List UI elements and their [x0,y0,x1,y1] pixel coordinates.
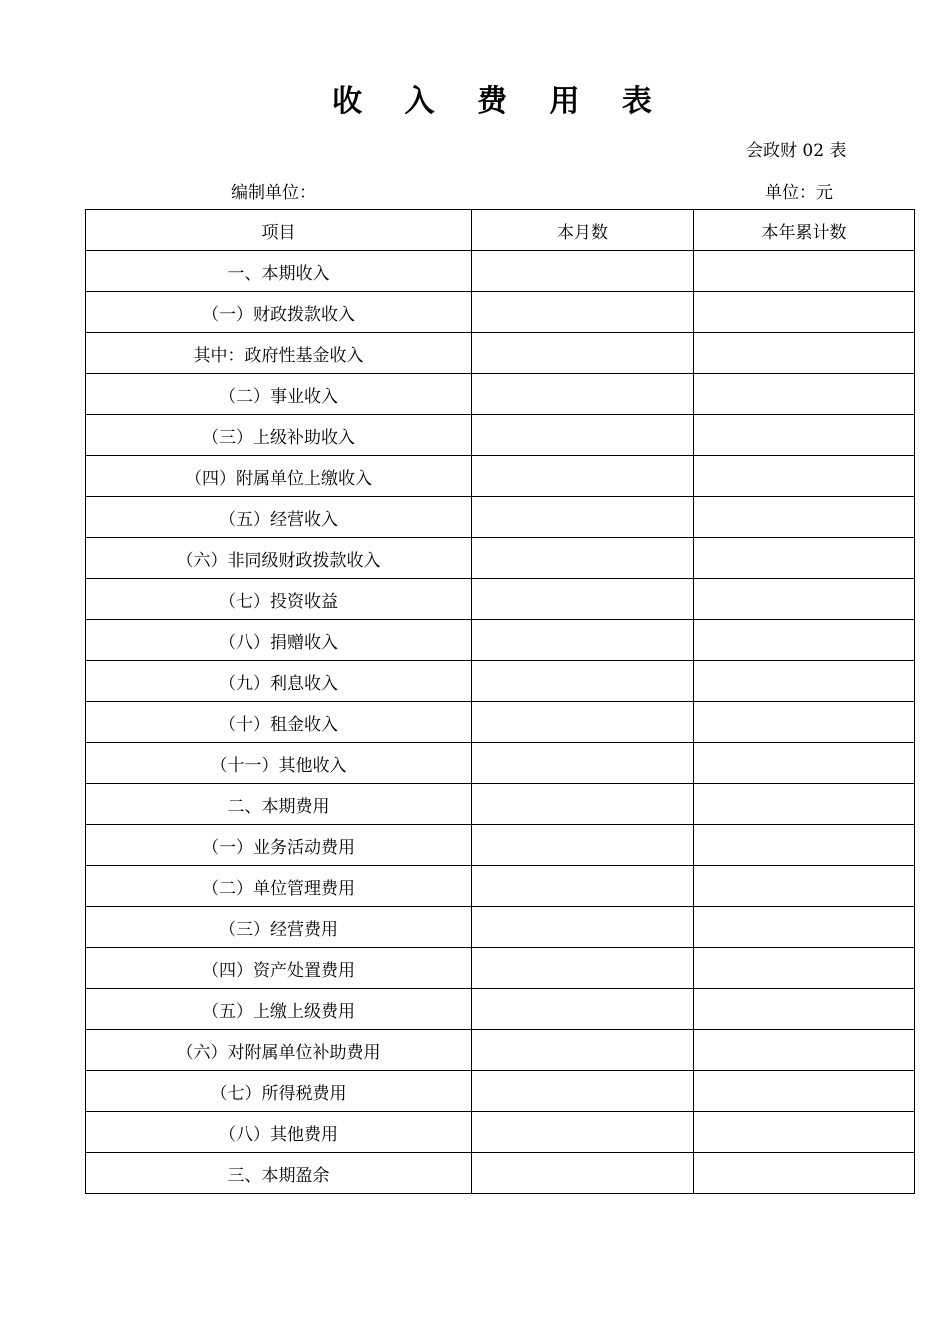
row-year-to-date-value [694,743,915,784]
table-row [86,620,915,661]
row-year-to-date-value [694,825,915,866]
row-current-month-value [472,497,694,538]
row-year-to-date-value [694,702,915,743]
row-item-label: （三）经营费用 [86,907,472,948]
row-current-month-value [472,415,694,456]
row-current-month-value [472,1071,694,1112]
row-year-to-date-value [694,989,915,1030]
row-year-to-date-value [694,456,915,497]
table-row [86,251,915,292]
row-current-month-value [472,251,694,292]
row-year-to-date-value [694,374,915,415]
row-current-month-value [472,620,694,661]
table-row [86,374,915,415]
table-row [86,538,915,579]
row-year-to-date-value [694,538,915,579]
row-current-month-value [472,538,694,579]
column-header-year-to-date: 本年累计数 [694,210,915,251]
row-item-label: （五）上缴上级费用 [86,989,472,1030]
row-year-to-date-value [694,333,915,374]
table-row [86,743,915,784]
row-year-to-date-value [694,415,915,456]
table-row [86,907,915,948]
row-item-label: （三）上级补助收入 [86,415,472,456]
row-item-label: （八）捐赠收入 [86,620,472,661]
row-item-label: （四）附属单位上缴收入 [86,456,472,497]
row-current-month-value [472,948,694,989]
table-row [86,579,915,620]
table-row [86,989,915,1030]
table-row [86,1153,915,1194]
row-item-label: （九）利息收入 [86,661,472,702]
row-year-to-date-value [694,620,915,661]
row-current-month-value [472,292,694,333]
column-header-item: 项目 [86,210,472,251]
row-current-month-value [472,456,694,497]
row-item-label: 其中：政府性基金收入 [86,333,472,374]
row-year-to-date-value [694,292,915,333]
table-row [86,784,915,825]
row-year-to-date-value [694,1153,915,1194]
row-item-label: （十一）其他收入 [86,743,472,784]
row-year-to-date-value [694,579,915,620]
row-item-label: （二）单位管理费用 [86,866,472,907]
row-year-to-date-value [694,907,915,948]
row-item-label: 一、本期收入 [86,251,472,292]
row-year-to-date-value [694,784,915,825]
column-header-current-month: 本月数 [472,210,694,251]
compiling-unit-label: 编制单位： [231,183,316,203]
row-year-to-date-value [694,1112,915,1153]
row-current-month-value [472,989,694,1030]
table-header-row [86,210,915,251]
row-year-to-date-value [694,251,915,292]
row-item-label: （八）其他费用 [86,1112,472,1153]
row-item-label: （六）对附属单位补助费用 [86,1030,472,1071]
row-item-label: （一）财政拨款收入 [86,292,472,333]
report-title: 收 入 费 用 表 [332,84,668,119]
table-row [86,866,915,907]
row-year-to-date-value [694,1071,915,1112]
table-row [86,702,915,743]
row-current-month-value [472,1112,694,1153]
row-item-label: （五）经营收入 [86,497,472,538]
row-current-month-value [472,743,694,784]
row-current-month-value [472,579,694,620]
row-item-label: （七）投资收益 [86,579,472,620]
row-current-month-value [472,1153,694,1194]
row-current-month-value [472,374,694,415]
table-row [86,497,915,538]
table-row [86,292,915,333]
row-year-to-date-value [694,866,915,907]
row-item-label: 二、本期费用 [86,784,472,825]
row-current-month-value [472,907,694,948]
row-current-month-value [472,866,694,907]
table-row [86,415,915,456]
row-item-label: 三、本期盈余 [86,1153,472,1194]
row-current-month-value [472,825,694,866]
row-item-label: （六）非同级财政拨款收入 [86,538,472,579]
form-code: 会政财 02 表 [746,141,847,161]
row-item-label: （二）事业收入 [86,374,472,415]
row-current-month-value [472,1030,694,1071]
row-year-to-date-value [694,948,915,989]
row-item-label: （四）资产处置费用 [86,948,472,989]
row-current-month-value [472,661,694,702]
table-body [86,251,915,1194]
row-year-to-date-value [694,497,915,538]
row-current-month-value [472,784,694,825]
row-current-month-value [472,702,694,743]
income-expense-table [85,209,915,1194]
currency-unit: 单位：元 [765,183,833,203]
table-row [86,661,915,702]
row-current-month-value [472,333,694,374]
row-item-label: （七）所得税费用 [86,1071,472,1112]
row-item-label: （十）租金收入 [86,702,472,743]
table-row [86,948,915,989]
row-item-label: （一）业务活动费用 [86,825,472,866]
table-row [86,825,915,866]
table-row [86,333,915,374]
table-row [86,1030,915,1071]
table-row [86,1112,915,1153]
row-year-to-date-value [694,661,915,702]
table-row [86,1071,915,1112]
row-year-to-date-value [694,1030,915,1071]
table-row [86,456,915,497]
